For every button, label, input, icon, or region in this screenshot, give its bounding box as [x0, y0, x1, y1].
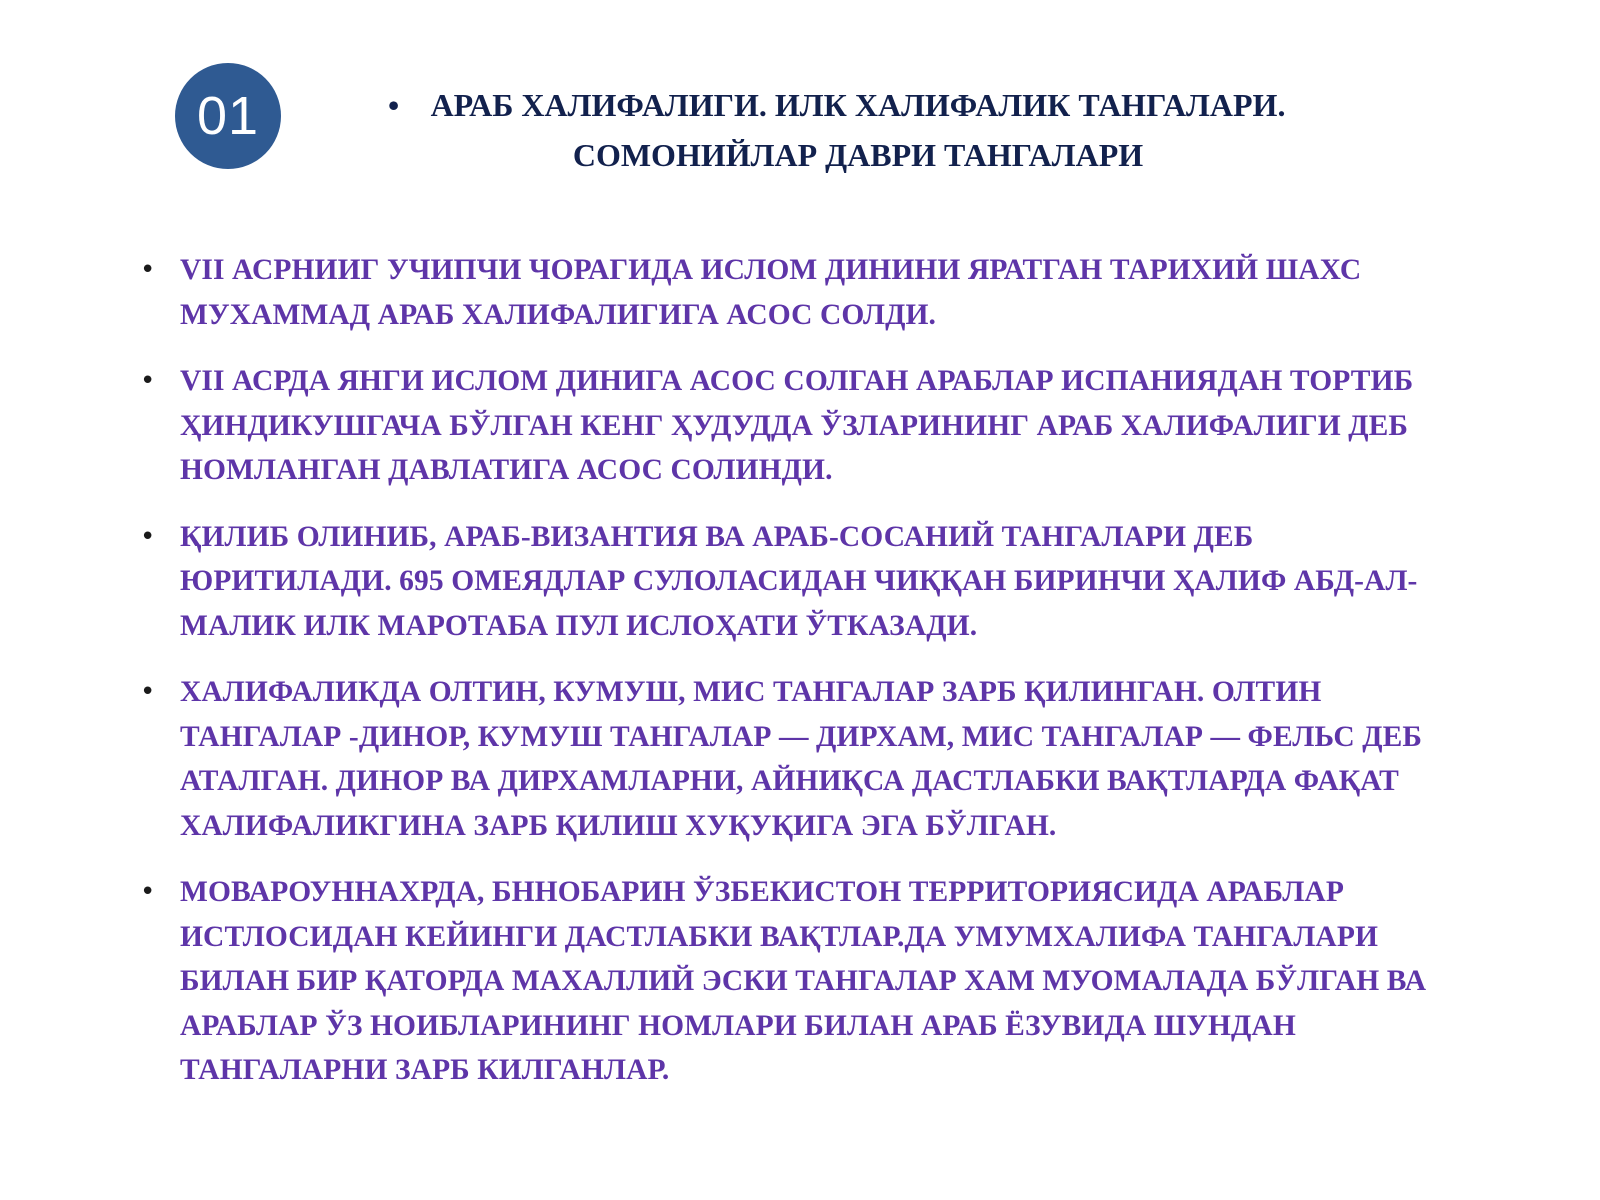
list-item-line: ҚИЛИБ ОЛИНИБ, АРАБ-ВИЗАНТИЯ ВА АРАБ-СОСАНИЙ ТАНГАЛАРИ ДЕБ	[180, 520, 1254, 553]
bullet-dot: •	[140, 677, 156, 707]
slide-title	[380, 80, 1420, 180]
list-item-line: АТАЛГАН. ДИНОР ВА ДИРХАМЛАРНИ, АЙНИҚСА ДАСТЛАБКИ ВАҚТЛАРДА ФАҚАТ	[180, 765, 1399, 797]
list-item-line: МАЛИК ИЛК МАРОТАБА ПУЛ ИСЛОҲАТИ ЎТКАЗАДИ.	[180, 609, 978, 642]
list-item	[140, 670, 1490, 848]
list-item	[140, 359, 1490, 493]
bullet-dot: •	[140, 877, 156, 907]
list-item	[140, 248, 1490, 337]
list-item-line: ХАЛИФАЛИКГИНА ЗАРБ ҚИЛИШ ХУҚУҚИГА ЭГА БЎЛГАН.	[180, 809, 1057, 842]
list-item-line: ИСТЛОСИДАН КЕЙИНГИ ДАСТЛАБКИ ВАҚТЛАР.ДА УМУМХАЛИФА ТАНГАЛАРИ	[180, 920, 1378, 953]
list-item-line: ЮРИТИЛАДИ. 695 ОМЕЯДЛАР СУЛОЛАСИДАН ЧИҚҚАН БИРИНЧИ ҲАЛИФ АБД-АЛ-	[180, 565, 1418, 597]
list-item-line: МОВАРОУННАХРДА, БННОБАРИН ЎЗБЕКИСТОН ТЕРРИТОРИЯСИДА АРАБЛАР	[180, 876, 1344, 908]
bullet-list	[140, 248, 1490, 1115]
list-item-line: VII АСРДА ЯНГИ ИСЛОМ ДИНИГА АСОС СОЛГАН АРАБЛАР ИСПАНИЯДАН ТОРТИБ	[180, 365, 1414, 397]
list-item	[140, 870, 1490, 1093]
list-item-line: ТАНГАЛАРНИ ЗАРБ КИЛГАНЛАР.	[180, 1054, 670, 1086]
title-line-1: АРАБ ХАЛИФАЛИГИ. ИЛК ХАЛИФАЛИК ТАНГАЛАРИ.	[430, 87, 1286, 123]
list-item-line: БИЛАН БИР ҚАТОРДА МАХАЛЛИЙ ЭСКИ ТАНГАЛАР ХАМ МУОМАЛАДА БЎЛГАН ВА	[180, 965, 1427, 997]
list-item-line: ХАЛИФАЛИКДА ОЛТИН, КУМУШ, МИС ТАНГАЛАР ЗАРБ ҚИЛИНГАН. ОЛТИН	[180, 676, 1322, 708]
list-item-line: ҲИНДИКУШГАЧА БЎЛГАН КЕНГ ҲУДУДДА ЎЗЛАРИНИНГ АРАБ ХАЛИФАЛИГИ ДЕБ	[180, 409, 1409, 442]
list-item-line: НОМЛАНГАН ДАВЛАТИГА АСОС СОЛИНДИ.	[180, 454, 833, 486]
section-number-badge: 01	[175, 63, 281, 169]
bullet-dot: •	[140, 521, 156, 552]
title-line-2: СОМОНИЙЛАР ДАВРИ ТАНГАЛАРИ	[572, 137, 1144, 173]
list-item-line: VII АСРНИИГ УЧИПЧИ ЧОРАГИДА ИСЛОМ ДИНИНИ ЯРАТГАН ТАРИХИЙ ШАХС	[180, 254, 1362, 286]
list-item-line: АРАБЛАР ЎЗ НОИБЛАРИНИНГ НОМЛАРИ БИЛАН АРАБ ЁЗУВИДА ШУНДАН	[180, 1009, 1296, 1042]
list-item-line: МУХАММАД АРАБ ХАЛИФАЛИГИГА АСОС СОЛДИ.	[180, 298, 936, 331]
title-bullet: •	[388, 87, 400, 123]
bullet-dot: •	[140, 255, 156, 285]
bullet-dot: •	[140, 366, 156, 396]
list-item-line: ТАНГАЛАР -ДИНОР, КУМУШ ТАНГАЛАР — ДИРХАМ, МИС ТАНГАЛАР — ФЕЛЬС ДЕБ	[180, 720, 1422, 753]
list-item	[140, 515, 1490, 649]
